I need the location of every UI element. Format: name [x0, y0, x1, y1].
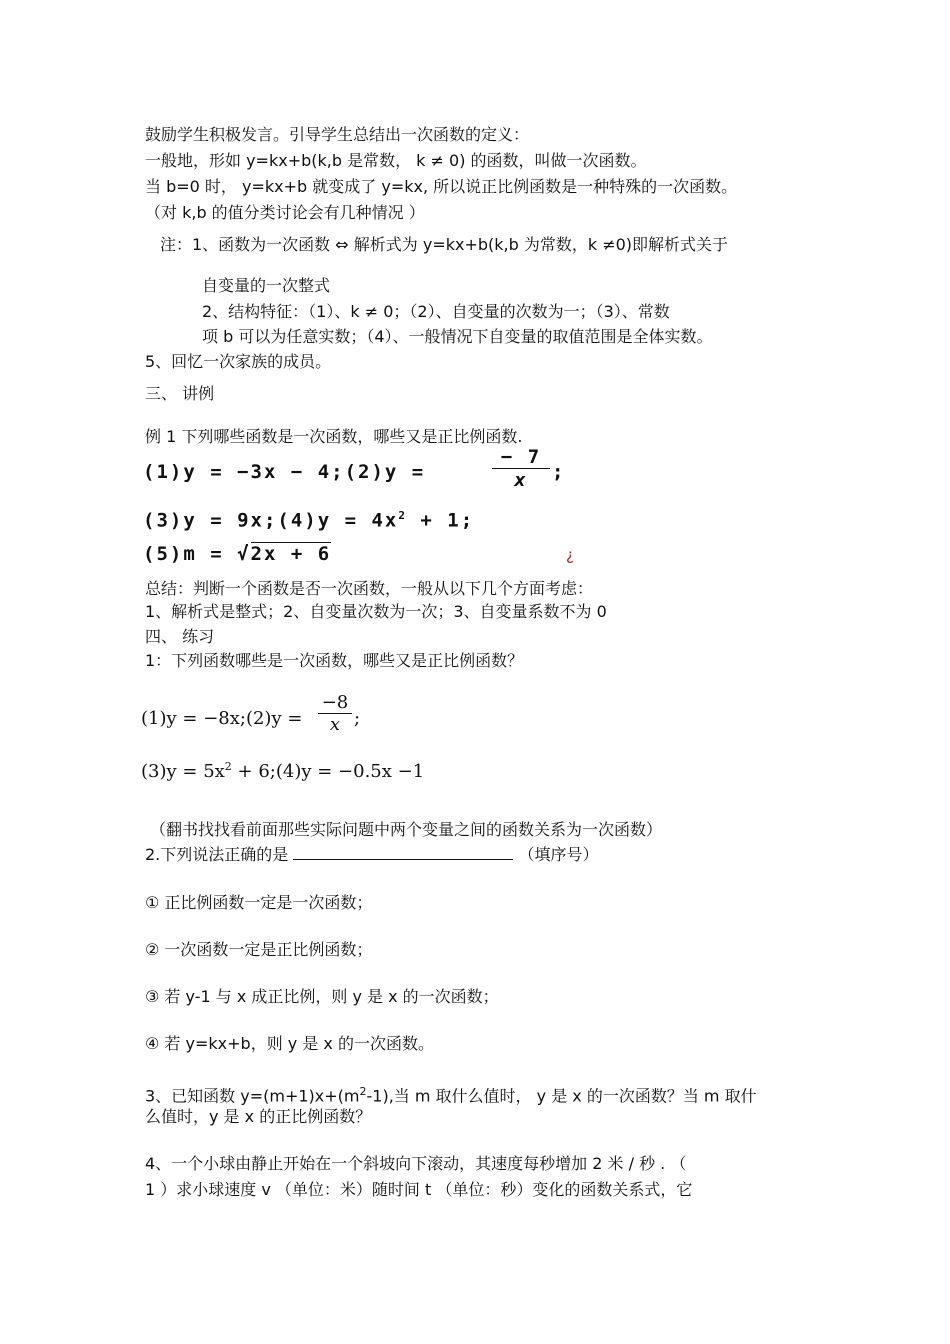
question-text: 3、已知函数 y=(m+1)x+(m	[145, 1086, 360, 1106]
question-line: 4、一个小球由静止开始在一个斜坡向下滚动，其速度每秒增加 2 米 / 秒 . （	[145, 1154, 687, 1173]
exponent: 2	[398, 509, 407, 522]
text-line: 5、回忆一次家族的成员。	[145, 352, 332, 371]
text-line: （对 k,b 的值分类讨论会有几种情况 ）	[145, 203, 425, 222]
question-line	[145, 1082, 757, 1106]
fraction-numerator: −8	[321, 692, 349, 713]
example1-formula-2	[143, 509, 474, 531]
section-heading: 四、 练习	[145, 627, 215, 646]
exercise1-formula-1-tail: ;	[354, 708, 361, 729]
question-text: -1),当 m 取什么值时， y 是 x 的一次函数？当 m 取什	[366, 1086, 757, 1106]
text-line: 鼓励学生积极发言。引导学生总结出一次函数的定义：	[145, 125, 530, 144]
text-line: 当 b=0 时， y=kx+b 就变成了 y=kx, 所以说正比例函数是一种特殊的一次函数。	[145, 177, 738, 196]
option-line: ③ 若 y-1 与 x 成正比例，则 y 是 x 的一次函数；	[145, 987, 499, 1006]
note-line: 自变量的一次整式	[202, 276, 331, 295]
formula-text: + 1;	[406, 509, 475, 532]
formula-text: (3)y = 9x;(4)y = 4x	[143, 509, 399, 532]
answer-blank[interactable]	[293, 845, 513, 860]
example-title: 例 1 下列哪些函数是一次函数，哪些又是正比例函数.	[145, 427, 523, 446]
question-text: （填序号）	[518, 845, 599, 864]
example1-formula-1-tail: ;	[552, 461, 566, 483]
exponent: 2	[359, 1085, 367, 1098]
question-line	[145, 845, 598, 865]
fraction-numerator: − 7	[500, 446, 542, 468]
example1-formula-3	[143, 543, 331, 565]
formula-text: + 6;(4)y = −0.5x −1	[231, 761, 425, 782]
example1-fraction	[492, 446, 550, 491]
example1-formula-1: (1)y = −3x − 4;(2)y =	[143, 461, 426, 483]
question-text: 2.下列说法正确的是	[145, 845, 294, 864]
exercise1-fraction	[318, 692, 352, 735]
exercise1-formula-1: (1)y = −8x;(2)y =	[141, 708, 303, 729]
summary-line: 1、解析式是整式；2、自变量次数为一次；3、自变量系数不为 0	[145, 602, 607, 621]
exercise-title: 1：下列函数哪些是一次函数，哪些又是正比例函数？	[145, 651, 524, 670]
exponent: 2	[224, 760, 232, 773]
note-line: 项 b 可以为任意实数；（4）、一般情况下自变量的取值范围是全体实数。	[202, 327, 713, 346]
option-line: ① 正比例函数一定是一次函数；	[145, 893, 373, 912]
radicand: 2x + 6	[250, 543, 332, 565]
note-line: 2、结构特征：（1）、k ≠ 0；（2）、自变量的次数为一；（3）、常数	[202, 302, 670, 321]
question-line: 么值时，y 是 x 的正比例函数？	[145, 1107, 372, 1126]
formula-text: (5)m =	[143, 543, 238, 565]
fraction-denominator: x	[329, 714, 341, 735]
stray-mark: ¿	[566, 546, 574, 564]
section-heading: 三、 讲例	[145, 384, 215, 403]
exercise1-formula-2	[141, 760, 424, 782]
summary-line: 总结：判断一个函数是否一次函数，一般从以下几个方面考虑：	[145, 579, 594, 598]
fraction-denominator: x	[514, 469, 528, 491]
option-line: ② 一次函数一定是正比例函数；	[145, 940, 373, 959]
option-line: ④ 若 y=kx+b，则 y 是 x 的一次函数。	[145, 1034, 434, 1053]
formula-text: (3)y = 5x	[141, 761, 225, 782]
question-line: 1 ）求小球速度 v （单位：米）随时间 t （单位：秒）变化的函数关系式，它	[145, 1180, 693, 1199]
sqrt-icon: √	[237, 543, 251, 565]
note-line: 注：1、函数为一次函数 ⇔ 解析式为 y=kx+b(k,b 为常数，k ≠0)即解析式关于	[160, 235, 729, 254]
definition-line: 一般地，形如 y=kx+b(k,b 是常数， k ≠ 0) 的函数，叫做一次函数。	[145, 151, 647, 170]
text-line: （翻书找找看前面那些实际问题中两个变量之间的函数关系为一次函数）	[150, 820, 663, 839]
